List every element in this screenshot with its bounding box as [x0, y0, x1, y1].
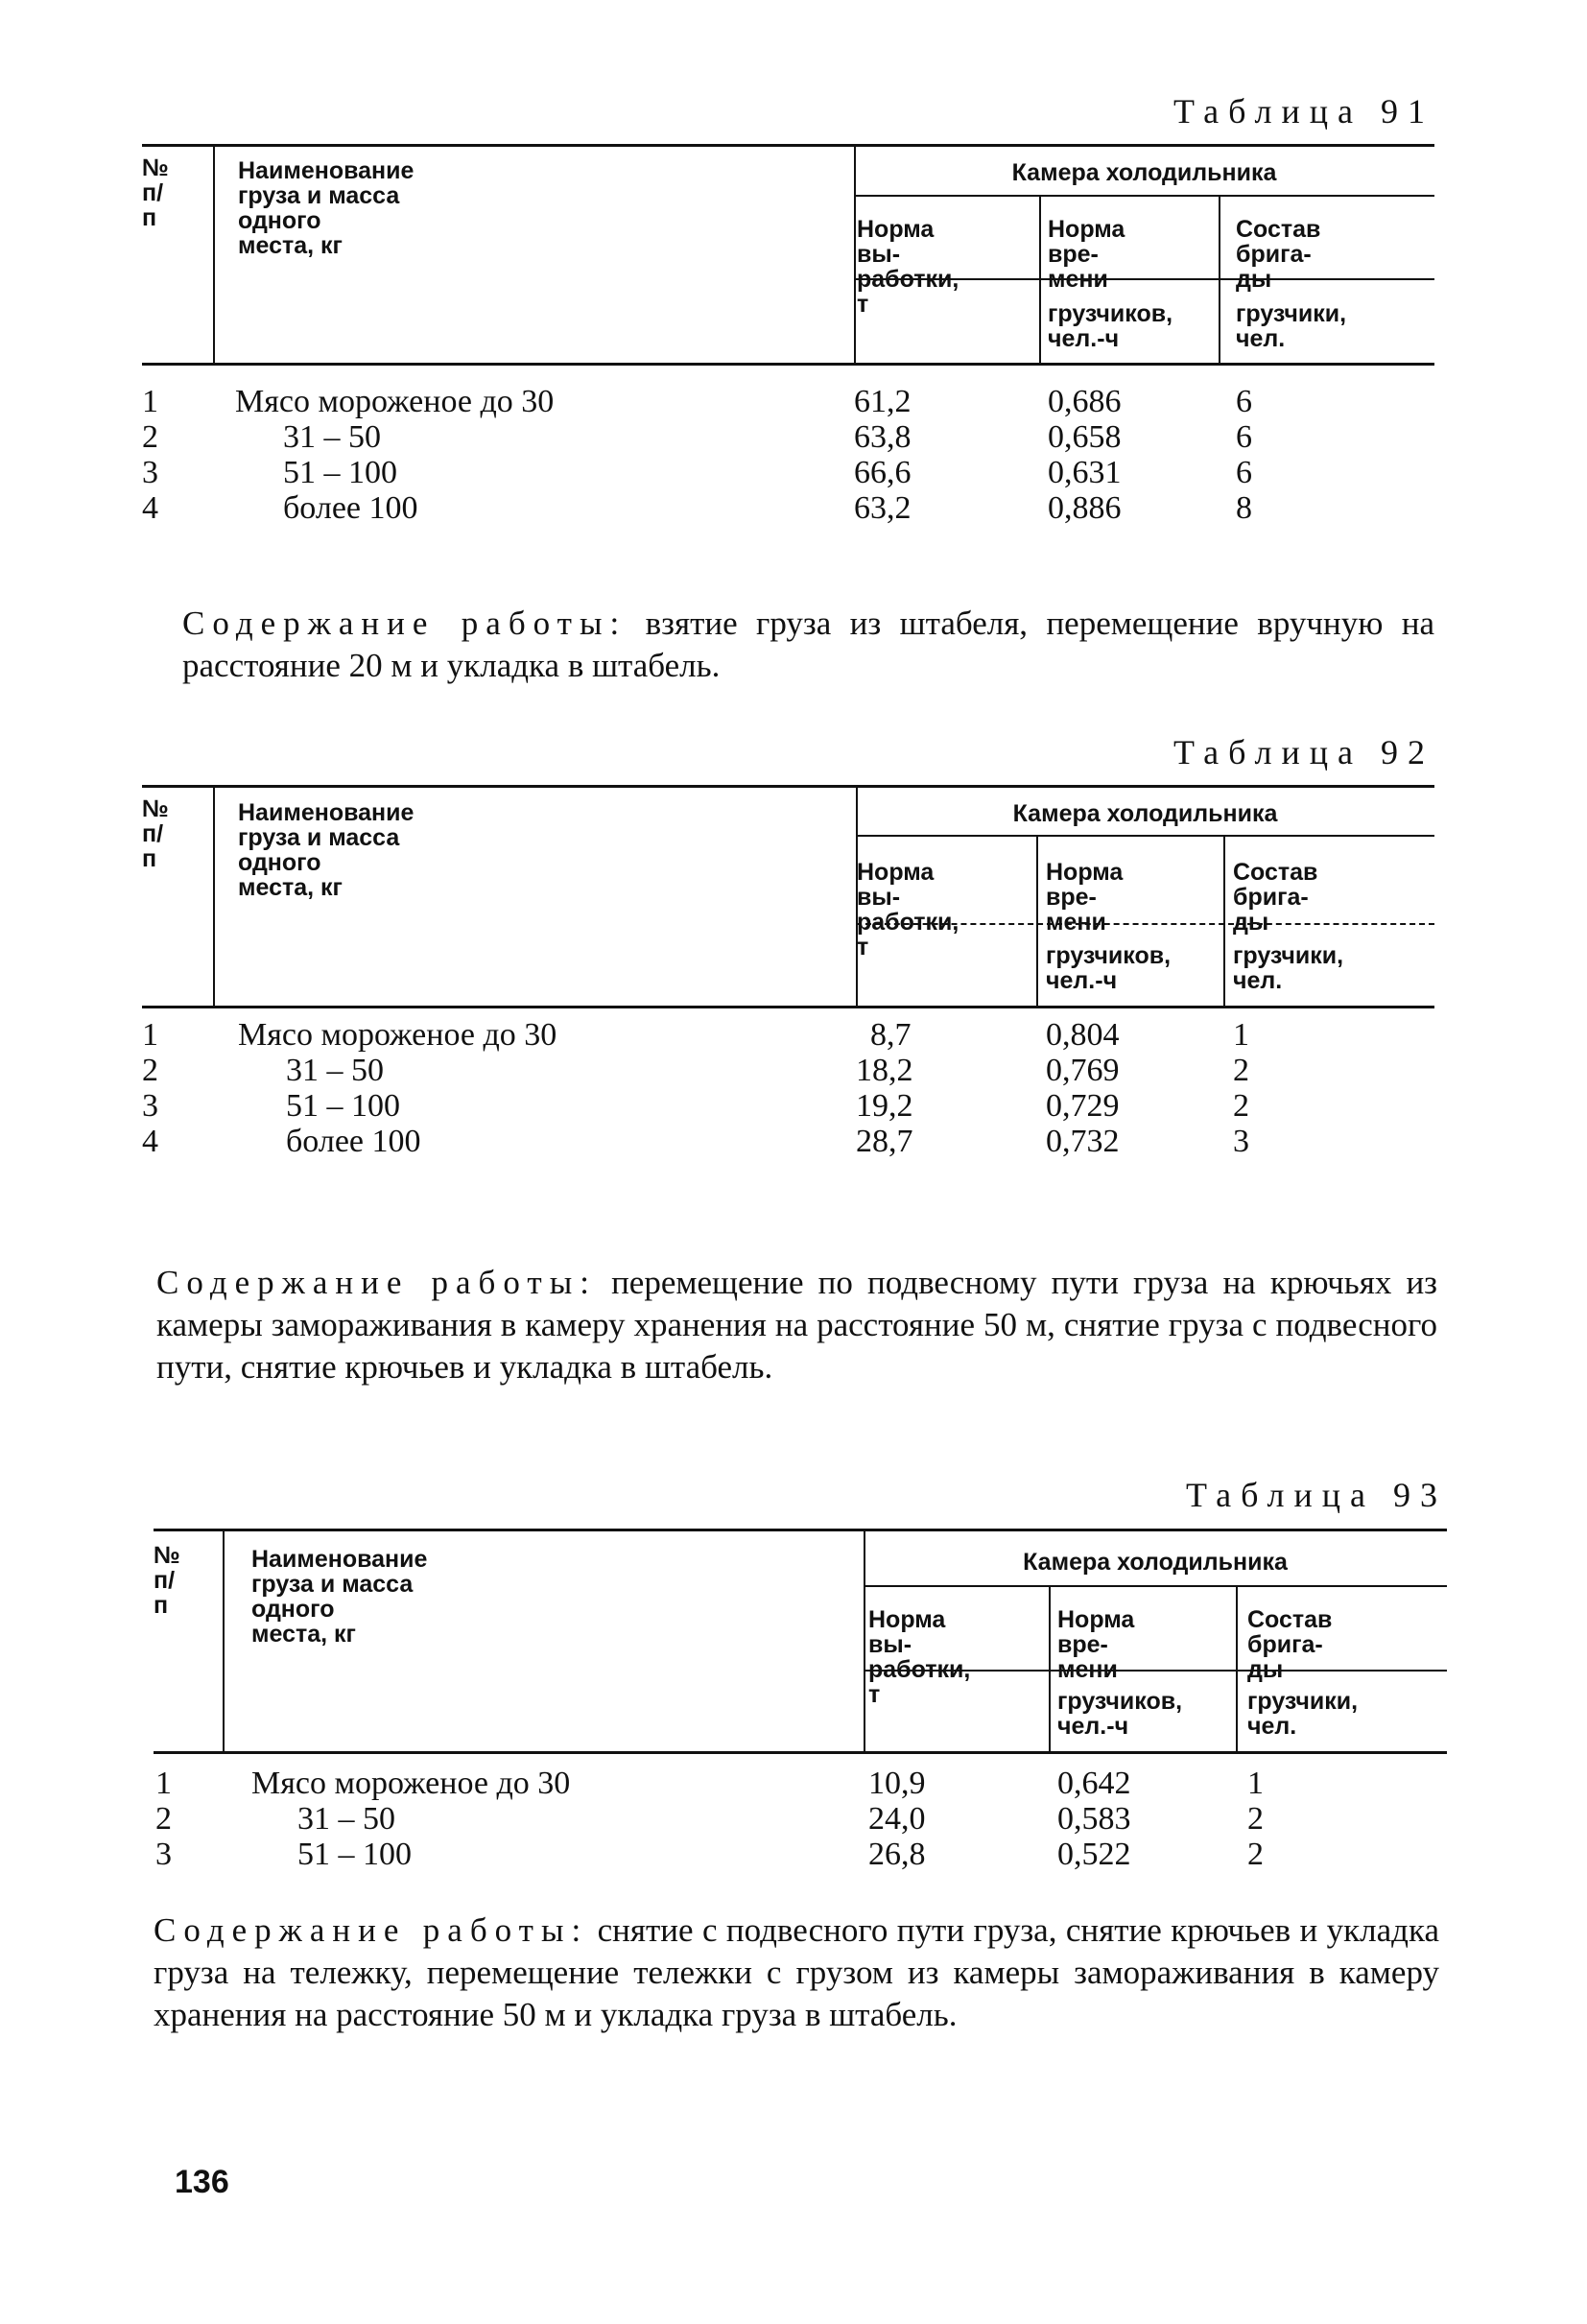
table-row-output: 10,9 [868, 1766, 926, 1801]
work-content-paragraph [154, 1909, 1439, 2036]
table-row-output: 8,7 [870, 1017, 912, 1053]
table-row-brigade: 2 [1247, 1801, 1264, 1837]
table-row-output: 24,0 [868, 1801, 926, 1837]
subheader-time: грузчиков, чел.-ч [1048, 300, 1173, 352]
table-row-brigade: 2 [1247, 1837, 1264, 1872]
table-row-num: 1 [142, 384, 158, 419]
work-content-paragraph [156, 1262, 1437, 1388]
table-row-num: 4 [142, 490, 158, 526]
table-93-caption: Таблица 93 [1186, 1476, 1447, 1514]
table-row-time: 0,583 [1057, 1801, 1131, 1837]
col-header-norm-time: Норма вре- мени [1048, 216, 1125, 293]
table-row-output: 63,8 [854, 419, 912, 455]
table-row-name: 31 – 50 [283, 419, 381, 455]
subheader-brigade: грузчики, чел. [1233, 942, 1344, 994]
table-row-num: 3 [142, 1088, 158, 1124]
col-header-brigade: Состав брига- ды [1236, 216, 1321, 293]
table-row-num: 4 [142, 1124, 158, 1159]
col-header-norm-time: Норма вре- мени [1057, 1606, 1135, 1683]
table-row-name: 31 – 50 [286, 1053, 384, 1088]
table-row-name: Мясо мороженое до 30 [238, 1017, 557, 1053]
table-row-num: 2 [142, 1053, 158, 1088]
col-header-name: Наименование груза и масса одного места, кг [238, 799, 415, 901]
subheader-brigade: грузчики, чел. [1236, 300, 1347, 352]
table-row-time: 0,631 [1048, 455, 1122, 490]
col-header-name: Наименование груза и масса одного места, кг [251, 1546, 428, 1648]
table-row-name: 51 – 100 [286, 1088, 400, 1124]
col-header-group: Камера холодильника [1012, 800, 1278, 827]
col-header-name: Наименование груза и масса одного места, кг [238, 157, 415, 259]
table-92-caption: Таблица 92 [1173, 733, 1434, 771]
col-header-norm-output: Норма вы- работки, т [857, 859, 959, 960]
table-row-num: 2 [155, 1801, 172, 1837]
table-row-name: 51 – 100 [297, 1837, 412, 1872]
table-row-num: 1 [155, 1766, 172, 1801]
paragraph-lead: Содержание работы: [156, 1264, 597, 1301]
table-row-time: 0,729 [1046, 1088, 1120, 1124]
table-row-output: 61,2 [854, 384, 912, 419]
work-content-paragraph [182, 603, 1434, 687]
subheader-time: грузчиков, чел.-ч [1057, 1688, 1183, 1740]
table-row-time: 0,732 [1046, 1124, 1120, 1159]
paragraph-text: взятие груза из штабеля, перемещение вручную на расстояние 20 м и укладка в штабель. [182, 605, 1435, 684]
table-row-name: Мясо мороженое до 30 [251, 1766, 571, 1801]
table-row-num: 1 [142, 1017, 158, 1053]
col-header-num: № п/п [142, 795, 169, 872]
page-number: 136 [175, 2164, 229, 2200]
table-row-output: 66,6 [854, 455, 912, 490]
table-row-brigade: 6 [1236, 384, 1252, 419]
table-91-caption: Таблица 91 [1173, 92, 1434, 130]
paragraph-lead: Содержание работы: [154, 1911, 589, 1949]
table-row-name: Мясо мороженое до 30 [235, 384, 555, 419]
paragraph-text: снятие с подвесного пути груза, снятие крючьев и укладка груза на тележку, перемещение тележки с грузом из камеры замораживания в камеру хранения на расстояние 50 м и укладка груза в штабель. [154, 1911, 1439, 2033]
table-row-time: 0,642 [1057, 1766, 1131, 1801]
table-row-name: более 100 [286, 1124, 421, 1159]
col-header-group: Камера холодильника [1011, 159, 1277, 186]
table-row-output: 18,2 [856, 1053, 913, 1088]
table-row-brigade: 2 [1233, 1088, 1249, 1124]
table-row-brigade: 1 [1233, 1017, 1249, 1053]
table-row-brigade: 2 [1233, 1053, 1249, 1088]
col-header-group: Камера холодильника [1023, 1549, 1288, 1576]
col-header-norm-output: Норма вы- работки, т [857, 216, 959, 318]
table-row-brigade: 1 [1247, 1766, 1264, 1801]
col-header-norm-output: Норма вы- работки, т [868, 1606, 971, 1708]
table-row-brigade: 3 [1233, 1124, 1249, 1159]
table-row-name: 51 – 100 [283, 455, 397, 490]
table-row-num: 3 [142, 455, 158, 490]
table-row-name: более 100 [283, 490, 418, 526]
paragraph-lead: Содержание работы: [182, 605, 628, 642]
subheader-time: грузчиков, чел.-ч [1046, 942, 1172, 994]
table-row-name: 31 – 50 [297, 1801, 395, 1837]
table-row-time: 0,886 [1048, 490, 1122, 526]
col-header-num: № п/п [154, 1542, 180, 1619]
table-row-brigade: 6 [1236, 419, 1252, 455]
table-row-num: 3 [155, 1837, 172, 1872]
table-row-output: 28,7 [856, 1124, 913, 1159]
col-header-norm-time: Норма вре- мени [1046, 859, 1124, 936]
table-row-output: 63,2 [854, 490, 912, 526]
col-header-brigade: Состав брига- ды [1233, 859, 1318, 936]
table-row-num: 2 [142, 419, 158, 455]
table-row-time: 0,769 [1046, 1053, 1120, 1088]
col-header-brigade: Состав брига- ды [1247, 1606, 1333, 1683]
table-row-time: 0,658 [1048, 419, 1122, 455]
table-row-brigade: 6 [1236, 455, 1252, 490]
table-row-brigade: 8 [1236, 490, 1252, 526]
table-row-time: 0,686 [1048, 384, 1122, 419]
table-row-time: 0,522 [1057, 1837, 1131, 1872]
col-header-num: № п/п [142, 154, 169, 231]
table-row-time: 0,804 [1046, 1017, 1120, 1053]
table-row-output: 19,2 [856, 1088, 913, 1124]
paragraph-text: перемещение по подвесному пути груза на крючьях из камеры замораживания в камеру хранения на расстояние 50 м, снятие груза с подвесного пути, снятие крючьев и укладка в штабель. [156, 1264, 1438, 1386]
table-row-output: 26,8 [868, 1837, 926, 1872]
subheader-brigade: грузчики, чел. [1247, 1688, 1359, 1740]
